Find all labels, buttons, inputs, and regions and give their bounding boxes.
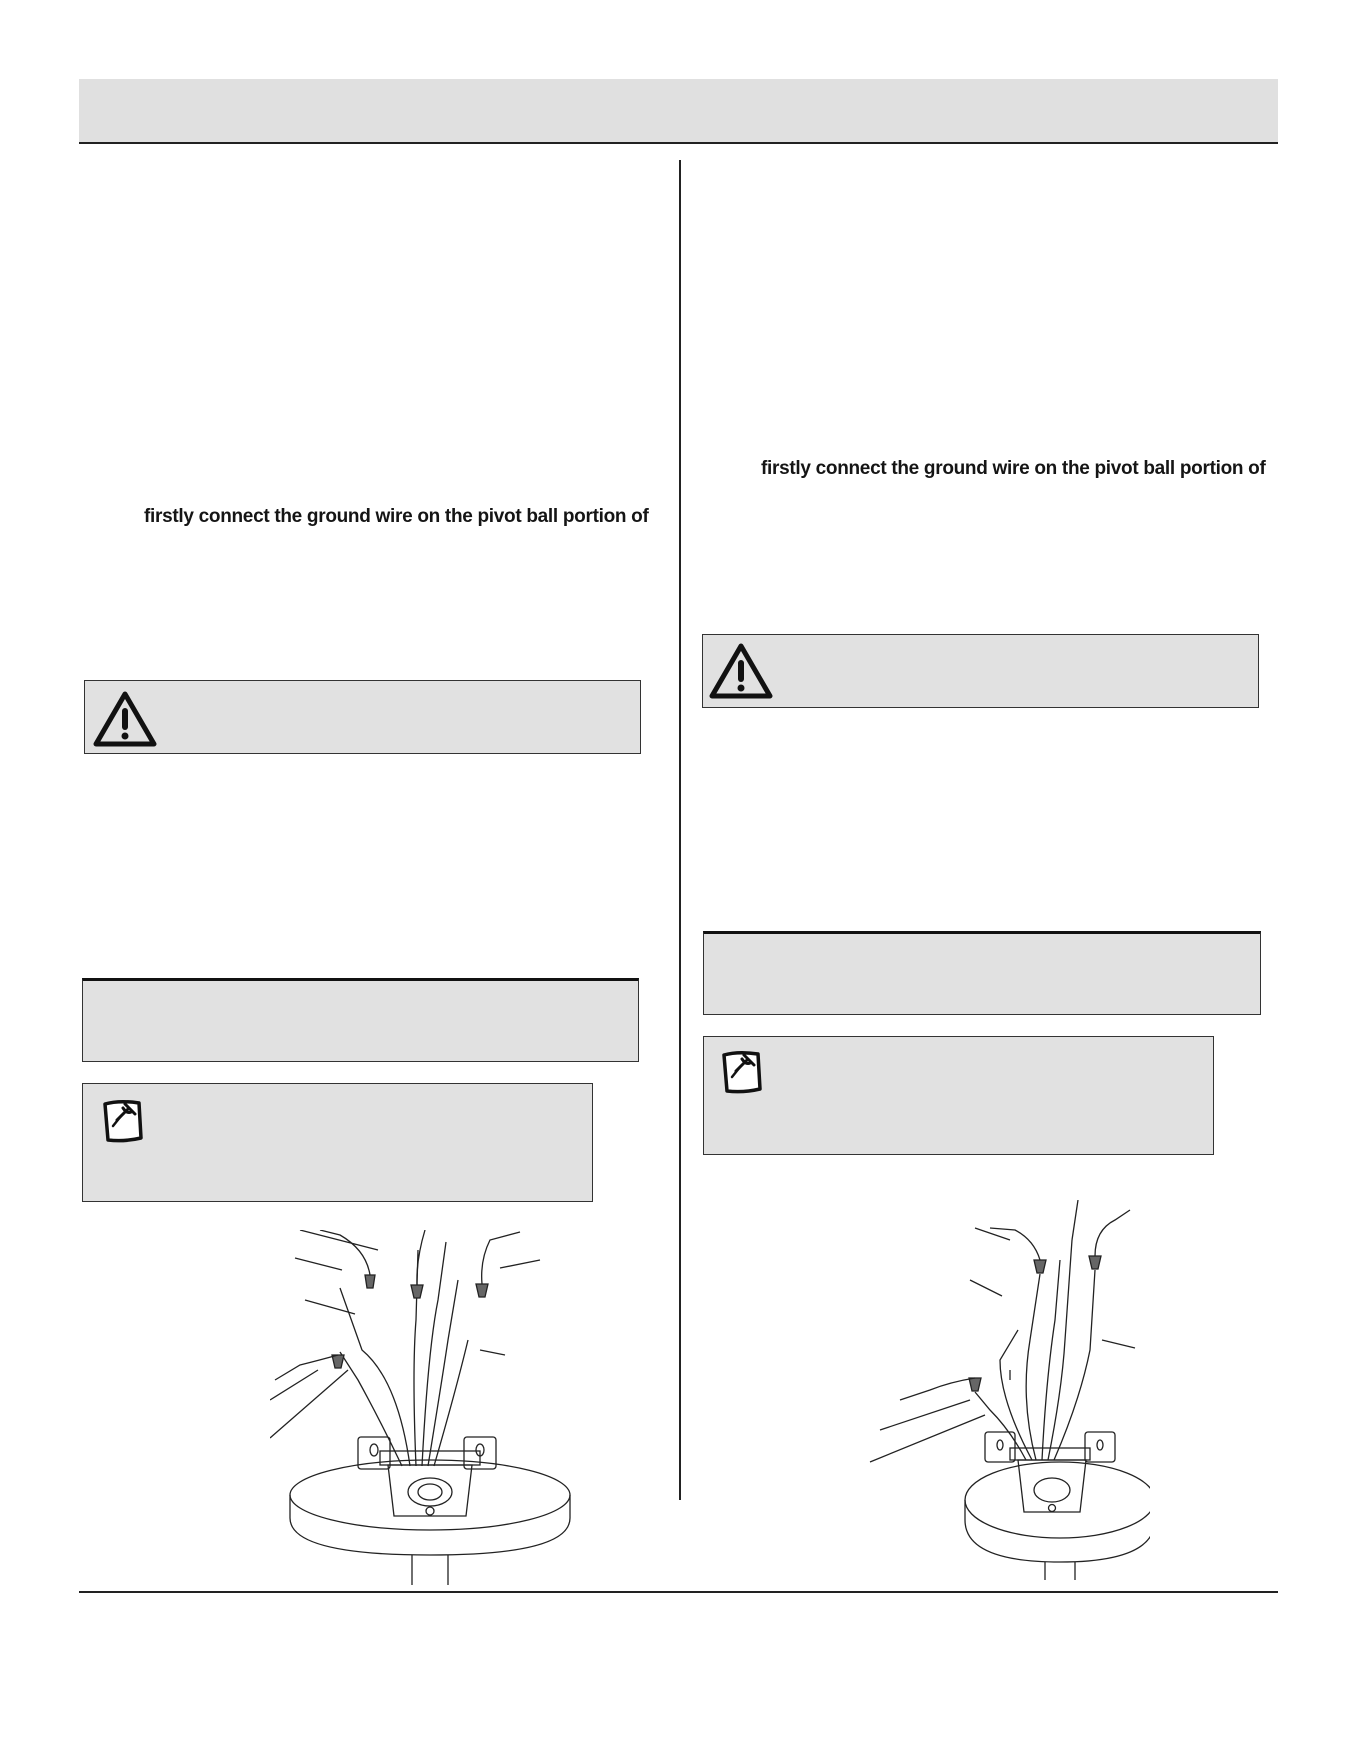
right-warning-box (702, 634, 1259, 708)
right-instruction-text: firstly connect the ground wire on the pivot ball portion of (761, 458, 1266, 479)
left-instruction-text: firstly connect the ground wire on the pivot ball portion of (144, 506, 649, 527)
left-note-box (82, 1083, 593, 1202)
footer-rule (79, 1591, 1278, 1593)
note-pin-icon (718, 1045, 768, 1097)
page-header-bar (79, 79, 1278, 144)
right-wiring-illustration (850, 1200, 1150, 1580)
column-divider (679, 160, 681, 1500)
note-pin-icon (99, 1094, 149, 1146)
left-caution-box (82, 978, 639, 1062)
left-warning-box (84, 680, 641, 754)
right-caution-box (703, 931, 1261, 1015)
right-note-box (703, 1036, 1214, 1155)
left-wiring-illustration (270, 1230, 580, 1585)
warning-triangle-icon (93, 691, 157, 747)
warning-triangle-icon (709, 643, 773, 699)
